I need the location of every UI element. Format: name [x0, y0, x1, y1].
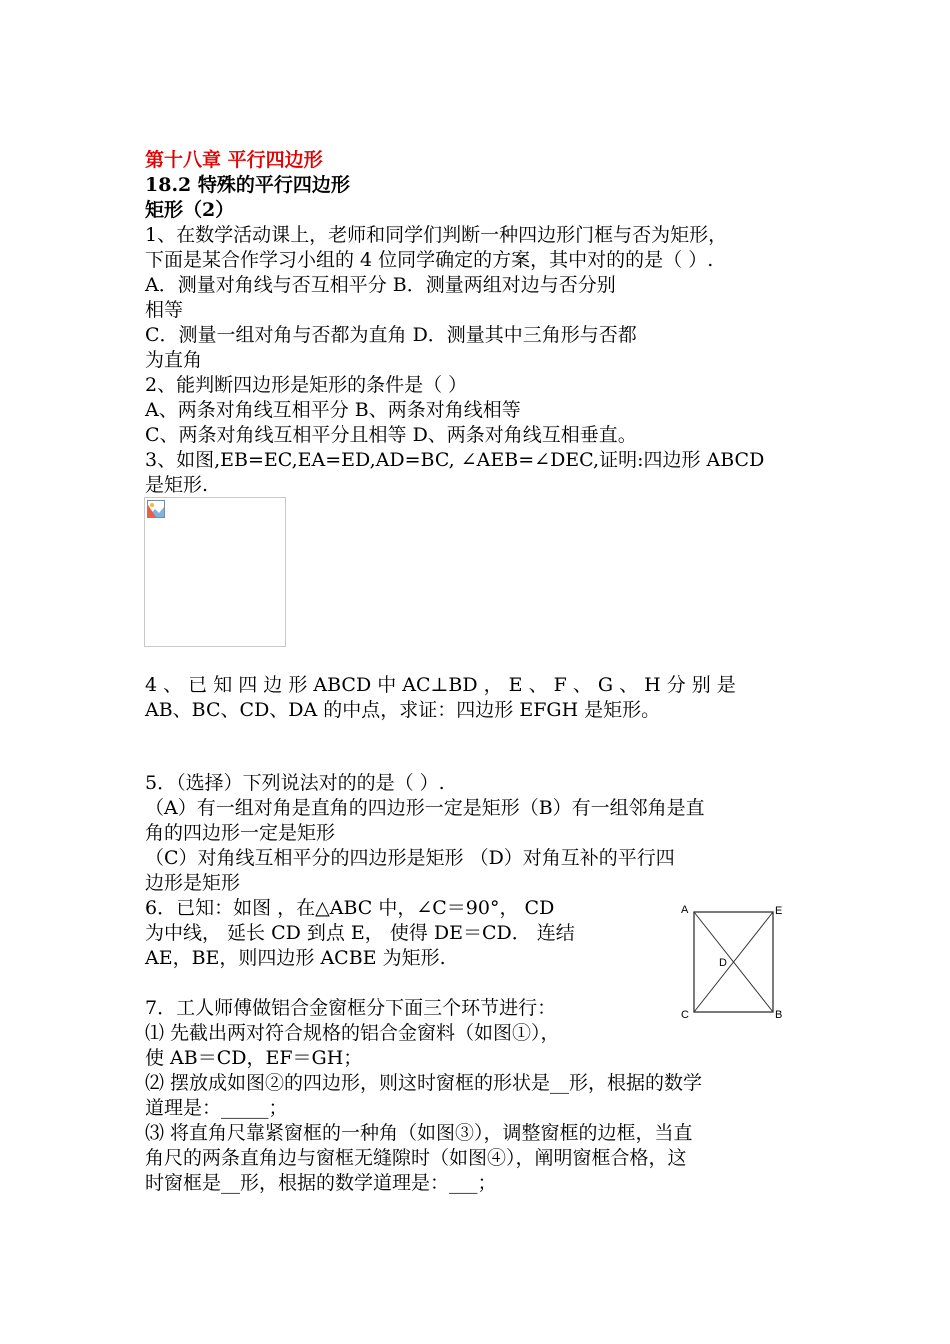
q1-option-d-cont: 为直角: [145, 349, 203, 371]
label-d: D: [719, 957, 727, 969]
label-b: B: [775, 1009, 783, 1021]
q3-stem-cont: 是矩形.: [145, 474, 209, 496]
q5-option-b-cont: 角的四边形一定是矩形: [145, 822, 336, 844]
q1-option-a-b: A．测量对角线与否互相平分 B．测量两组对边与否分别: [145, 274, 616, 296]
q4-line-1: 4 、 已 知 四 边 形 ABCD 中 AC⊥BD ， E 、 F 、 G 、 H 分 别 是: [145, 674, 736, 696]
label-c: C: [681, 1009, 689, 1021]
q5-option-d-cont: 边形是矩形: [145, 872, 241, 894]
q7-step2-line-2: 道理是：_____；: [145, 1097, 288, 1119]
q2-option-a-b: A、两条对角线互相平分 B、两条对角线相等: [145, 399, 521, 421]
label-a: A: [681, 904, 689, 916]
missing-figure-placeholder: [144, 497, 286, 647]
label-e: E: [775, 905, 783, 917]
section-title: 18.2 特殊的平行四边形: [145, 174, 350, 196]
q5-option-c-d: （C）对角线互相平分的四边形是矩形 （D）对角互补的平行四: [145, 847, 675, 869]
q3-stem: 3、如图,EB=EC,EA=ED,AD=BC, ∠AEB=∠DEC,证明:四边形 ABCD: [145, 449, 765, 471]
q2-option-c-d: C、两条对角线互相平分且相等 D、两条对角线互相垂直。: [145, 424, 637, 446]
q6-line-1: 6．已知：如图 ，在△ABC 中，∠C＝90°， CD: [145, 897, 555, 919]
q1-option-b-cont: 相等: [145, 299, 184, 321]
subsection-title: 矩形（2）: [145, 199, 235, 221]
q4-line-2: AB、BC、CD、DA 的中点，求证：四边形 EFGH 是矩形。: [145, 699, 661, 721]
q1-line-2: 下面是某合作学习小组的 4 位同学确定的方案，其中对的的是（ ）.: [145, 249, 714, 271]
q7-step3-line-3: 时窗框是__形，根据的数学道理是：___；: [145, 1172, 497, 1194]
q7-step3-line-2: 角尺的两条直角边与窗框无缝隙时（如图④），阐明窗框合格，这: [145, 1147, 687, 1169]
q7-step1-line-1: ⑴ 先截出两对符合规格的铝合金窗料（如图①），: [145, 1022, 560, 1044]
q6-line-2: 为中线， 延长 CD 到点 E， 使得 DE＝CD． 连结: [145, 922, 575, 944]
broken-image-icon: [147, 500, 165, 518]
q1-option-c-d: C．测量一组对角与否都为直角 D．测量其中三角形与否都: [145, 324, 637, 346]
q5-stem: 5．（选择）下列说法对的的是（ ）.: [145, 772, 445, 794]
q2-stem: 2、能判断四边形是矩形的条件是（ ）: [145, 374, 468, 396]
q1-line-1: 1、在数学活动课上，老师和同学们判断一种四边形门框与否为矩形，: [145, 224, 728, 246]
chapter-title: 第十八章 平行四边形: [145, 149, 323, 171]
q5-option-a-b: （A）有一组对角是直角的四边形一定是矩形（B）有一组邻角是直: [145, 797, 705, 819]
q7-step2-line-1: ⑵ 摆放成如图②的四边形，则这时窗框的形状是__形，根据的数学: [145, 1072, 703, 1094]
rectangle-acbe-figure: [678, 900, 788, 1025]
q7-step3-line-1: ⑶ 将直角尺靠紧窗框的一种角（如图③），调整窗框的边框，当直: [145, 1122, 693, 1144]
q7-step1-line-2: 使 AB＝CD，EF＝GH；: [145, 1047, 363, 1069]
q6-line-3: AE，BE，则四边形 ACBE 为矩形.: [145, 947, 446, 969]
q7-stem: 7．工人师傅做铝合金窗框分下面三个环节进行：: [145, 997, 557, 1019]
